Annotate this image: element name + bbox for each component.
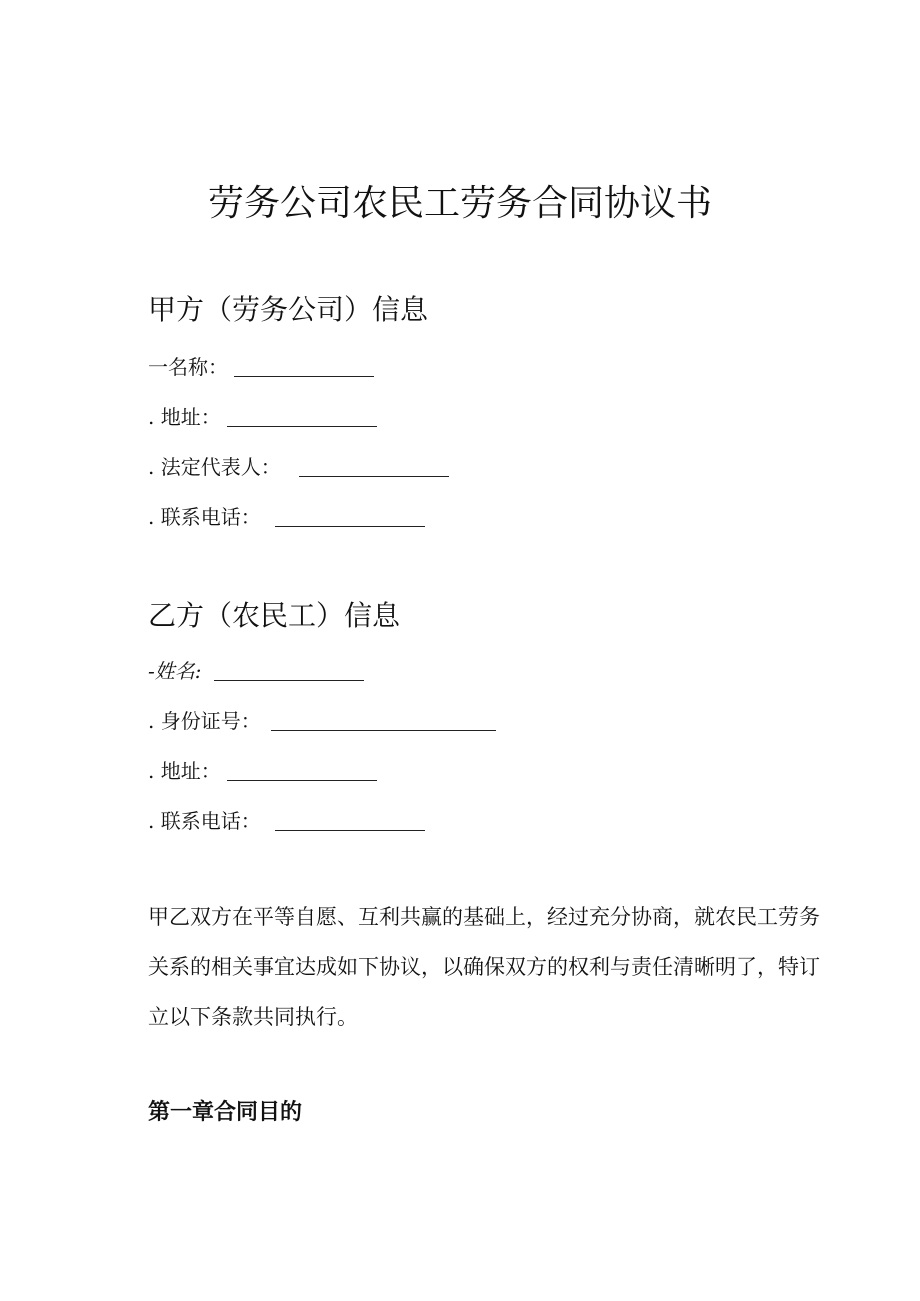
- field-label: -姓名:: [148, 659, 202, 683]
- party-a-phone-field: [148, 500, 425, 530]
- party-b-heading: 乙方（农民工）信息: [148, 599, 401, 632]
- field-label: . 地址：: [148, 759, 221, 783]
- chapter-heading: 第一章合同目的: [148, 1100, 303, 1125]
- fill-in-line[interactable]: [275, 810, 425, 831]
- party-a-heading: 甲方（劳务公司）信息: [148, 293, 429, 326]
- field-label: . 联系电话：: [148, 505, 261, 529]
- party-b-address-field: [148, 754, 377, 784]
- party-a-name-field: [148, 350, 374, 380]
- document-title: 劳务公司农民工劳务合同协议书: [207, 183, 712, 224]
- party-b-id-field: [148, 704, 496, 734]
- party-a-address-field: [148, 400, 377, 430]
- fill-in-line[interactable]: [227, 406, 377, 427]
- field-label: . 地址：: [148, 405, 221, 429]
- party-b-phone-field: [148, 804, 425, 834]
- party-a-legal-rep-field: [148, 450, 449, 480]
- field-label: . 身份证号：: [148, 709, 261, 733]
- fill-in-line[interactable]: [214, 660, 364, 681]
- fill-in-line[interactable]: [227, 760, 377, 781]
- fill-in-line[interactable]: [234, 356, 374, 377]
- fill-in-line[interactable]: [299, 456, 449, 477]
- field-label: . 联系电话：: [148, 809, 261, 833]
- field-label: 一名称：: [148, 355, 228, 379]
- party-b-name-field: [148, 654, 364, 684]
- intro-paragraph: 甲乙双方在平等自愿、互利共赢的基础上，经过充分协商，就农民工劳务关系的相关事宜达成如下协议，以确保双方的权利与责任清晰明了，特订立以下条款共同执行。: [148, 905, 820, 1029]
- field-label: . 法定代表人：: [148, 455, 281, 479]
- fill-in-line[interactable]: [271, 710, 496, 731]
- fill-in-line[interactable]: [275, 506, 425, 527]
